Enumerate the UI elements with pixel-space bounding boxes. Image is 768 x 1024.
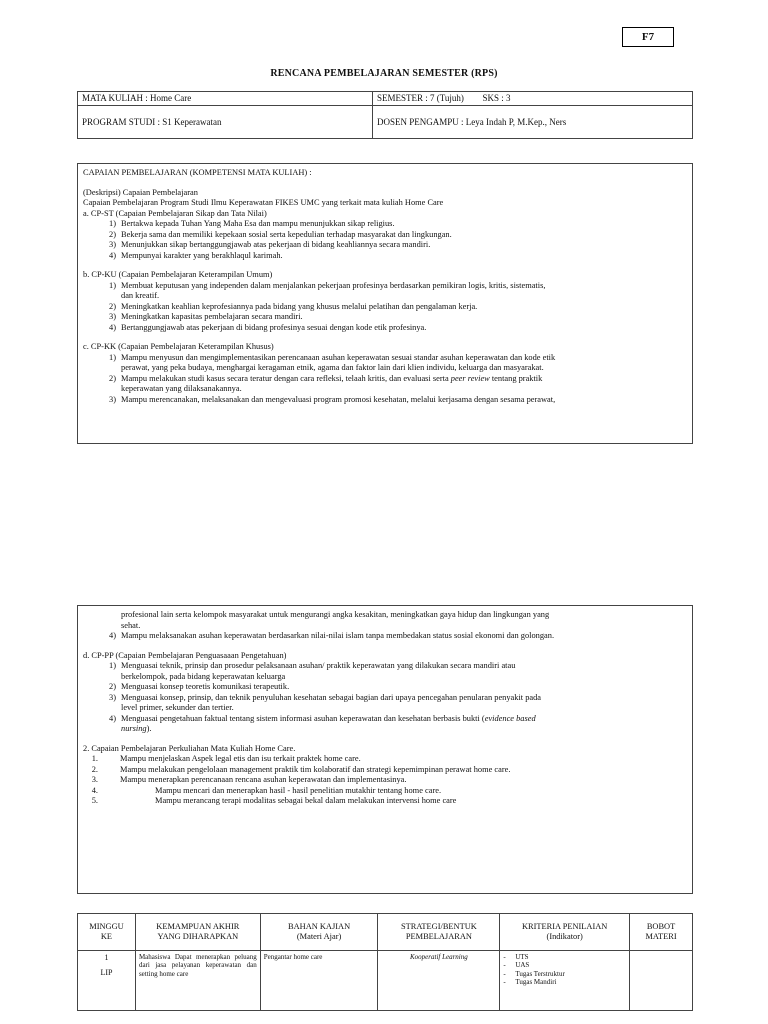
cell-assessment [500,951,630,1011]
cp-ku-title: b. CP-KU (Capaian Pembelajaran Keterampilan Umum) [83,270,273,279]
course-info-table [77,91,693,139]
list-item: 1) Menguasai teknik, prinsip dan prosedur pelaksanaan asuhan/ praktik keperawatan yang dilakukan secara mandiri atau berkelompok, pada bidang keperawatan keluarga [109,661,516,681]
list-item: 1) Bertakwa kepada Tuhan Yang Maha Esa dan mampu menunjukkan sikap religius. [109,219,395,228]
cp-pp-title: d. CP-PP (Capaian Pembelajaran Penguasaaan Pengetahuan) [83,650,287,660]
header-weight: BOBOT MATERI [630,914,693,951]
header-expected-ability: KEMAMPUAN AKHIR YANG DIHARAPKAN [135,914,260,951]
cell-weight [630,951,693,1011]
sks: SKS : 3 [482,93,511,103]
cp-st-title: a. CP-ST (Capaian Pembelajaran Sikap dan Tata Nilai) [83,208,267,218]
list-item: 3) Meningkatkan kapasitas pembelajaran secara mandiri. [109,312,303,321]
table-row [78,951,693,1011]
list-item: 3) Menunjukkan sikap bertanggungjawab atas pekerjaan di bidang keahliannya secara mandiri. [109,240,431,249]
list-item: 1. Mampu menjelaskan Aspek legal etis dan isu terkait praktek home care. [91,754,361,763]
cp-st-list [83,219,687,261]
list-item: 4) Menguasai pengetahuan faktual tentang sistem informasi asuhan keperawatan dan kesehatan berbasis bukti (evidence based nursing). [109,713,536,733]
list-item: 4) Mampu melaksanakan asuhan keperawatan berdasarkan nilai-nilai islam tanpa membedakan status sosial ekonomi dan golongan. [109,631,555,640]
table-header-row [78,914,693,951]
form-code-box: F7 [622,27,674,47]
list-item: 4) Mempunyai karakter yang berakhlaqul karimah. [109,250,283,260]
study-program: PROGRAM STUDI : S1 Keperawatan [78,106,373,139]
document-title: RENCANA PEMBELAJARAN SEMESTER (RPS) [270,68,498,79]
outcomes-intro: Capaian Pembelajaran Program Studi Ilmu Keperawatan FIKES UMC yang terkait mata kuliah Home Care [83,198,444,207]
header-strategy: STRATEGI/BENTUK PEMBELAJARAN [378,914,500,951]
header-study-material: BAHAN KAJIAN (Materi Ajar) [260,914,378,951]
list-item: 1) Mampu menyusun dan mengimplementasikan perencanaan asuhan keperawatan sesuai standar asuhan keperawatan dan kode etik perawat, yang peka budaya, menghargai keragaman etnik, agama dan faktor lain dari klien individu, keluarga dan masyarakat. [109,352,556,372]
lecturer: DOSEN PENGAMPU : Leya Indah P, M.Kep., Ners [373,106,693,139]
learning-outcomes-section [77,163,693,444]
list-item: 4. Mampu mencari dan menerapkan hasil - hasil penelitian mutakhir tentang home care. [91,785,442,795]
list-item: 2. Mampu melakukan pengelolaan management praktik tim kolaboratif dan strategi kepemimpinan perawat home care. [91,764,511,774]
cell-strategy: Kooperatif Learning [378,951,500,1011]
semester-sks [373,92,693,106]
list-item: - Tugas Mandiri [517,978,626,986]
list-item: 1) Membuat keputusan yang independen dalam menjalankan pekerjaan profesinya berdasarkan pemikiran logis, kritis, sistematis, dan kreatif. [109,280,546,300]
list-item: 2) Bekerja sama dan memiliki kepekaan sosial serta kepedulian terhadap masyarakat dan lingkungan. [109,229,452,239]
list-item: 2) Meningkatkan keahlian keprofesiannya pada bidang yang khusus melalui pelatihan dan pengalaman kerja. [109,301,478,311]
cp-kk-list-continued [83,631,687,642]
course-name: MATA KULIAH : Home Care [78,92,373,106]
list-item: 3) Mampu merencanakan, melaksanakan dan mengevaluasi program promosi kesehatan, melalui kerjasama dengan sesama perawat, [109,394,556,404]
outcomes-heading: CAPAIAN PEMBELAJARAN (KOMPETENSI MATA KULIAH) : [83,168,312,177]
course-outcomes-list [83,754,687,807]
weekly-plan-table [77,913,693,1011]
course-outcomes-title: 2. Capaian Pembelajaran Perkuliahan Mata Kuliah Home Care. [83,743,296,753]
cell-expected-ability: Mahasiswa Dapat menerapkan peluang dari jasa pelayanan keperawatan dan setting home care [135,951,260,1011]
list-item: 2) Mampu melakukan studi kasus secara teratur dengan cara refleksi, telaah kritis, dan evaluasi serta peer review tentang praktik keperawatan yang dilaksanakannya. [109,373,543,393]
list-item: 3) Menguasai konsep, prinsip, dan teknik penyuluhan kesehatan sebagai bagian dari upaya pencegahan penularan penyakit pada level primer, sekunder dan tertier. [109,692,541,712]
cell-week: 1 LIP [78,951,136,1011]
cell-study-material: Pengantar home care [260,951,378,1011]
header-assessment: KRITERIA PENILAIAN (Indikator) [500,914,630,951]
cp-ku-list [83,281,687,334]
list-item: - UTS [517,953,626,961]
list-item: 3. Mampu menerapkan perencanaan rencana asuhan keperawatan dan implementasinya. [91,775,407,784]
cp-pp-list [83,661,687,735]
list-item: 2) Menguasai konsep teoretis komunikasi terapeutik. [109,682,290,691]
cp-kk-title: c. CP-KK (Capaian Pembelajaran Keterampilan Khusus) [83,342,274,351]
outcomes-description: (Deskripsi) Capaian Pembelajaran [83,187,198,197]
semester: SEMESTER : 7 (Tujuh) [377,93,464,103]
list-item: 5. Mampu merancang terapi modalitas sebagai bekal dalam melakukan intervensi home care [91,796,457,805]
header-week: MINGGU KE [78,914,136,951]
cp-kk-3-continued: profesional lain serta kelompok masyarakat untuk mengurangi angka kesakitan, meningkatkan gaya hidup dan lingkungan yang sehat. [121,610,550,630]
list-item: 4) Bertanggungjawab atas pekerjaan di bidang profesinya sesuai dengan kode etik profesinya. [109,322,427,332]
cp-kk-list [83,353,687,406]
list-item: - Tugas Terstruktur [517,970,626,978]
list-item: - UAS [517,961,626,969]
learning-outcomes-continued [77,605,693,894]
